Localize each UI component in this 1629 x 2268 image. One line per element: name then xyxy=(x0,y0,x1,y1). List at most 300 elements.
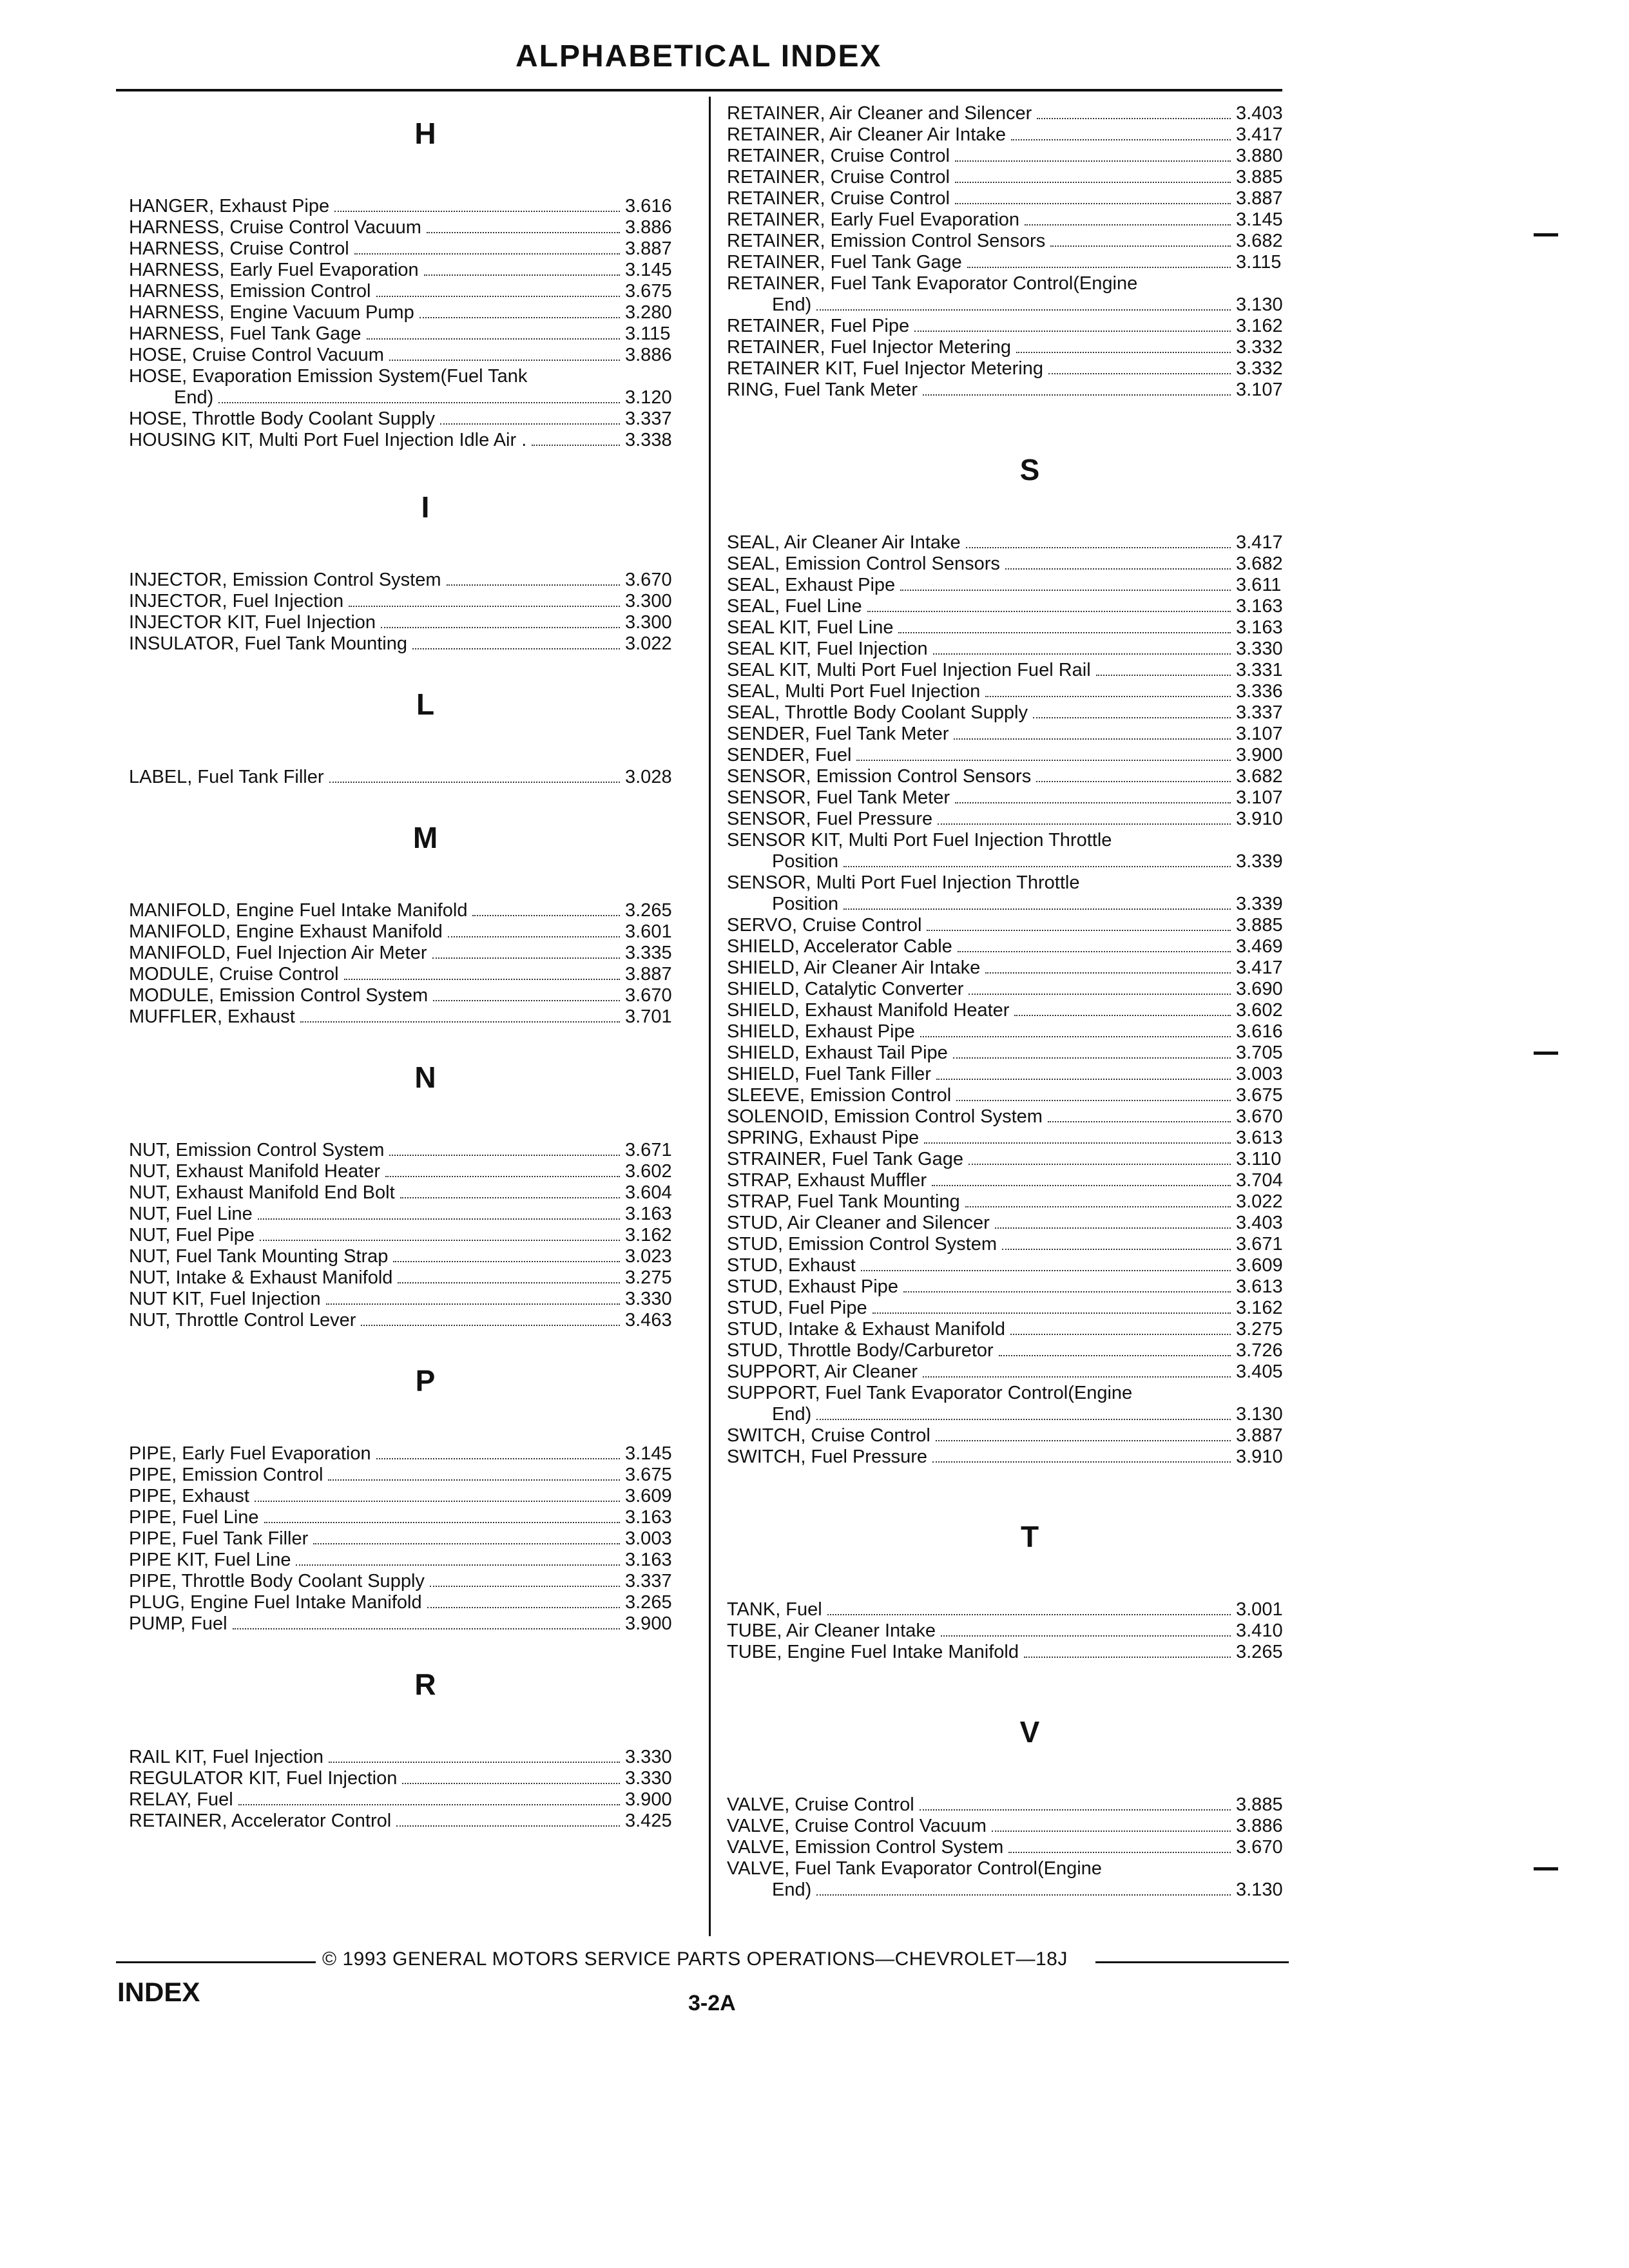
entry-page: 3.022 xyxy=(1236,1191,1283,1212)
dot-leader xyxy=(985,972,1231,974)
index-entry xyxy=(727,358,1307,380)
dot-leader xyxy=(1008,1851,1231,1853)
entry-list xyxy=(129,767,696,788)
entry-name: HOSE, Cruise Control Vacuum xyxy=(129,345,384,365)
entry-name: MANIFOLD, Engine Fuel Intake Manifold xyxy=(129,900,468,921)
entry-name: RETAINER KIT, Fuel Injector Metering xyxy=(727,358,1044,379)
index-entry xyxy=(727,209,1307,231)
dot-leader xyxy=(433,999,620,1001)
entry-name: PIPE, Throttle Body Coolant Supply xyxy=(129,1571,425,1591)
dot-leader xyxy=(300,1021,620,1023)
dot-leader xyxy=(923,1376,1231,1378)
entry-page: 3.130 xyxy=(1236,1879,1283,1900)
section-letter: H xyxy=(414,117,436,150)
index-entry xyxy=(129,1161,696,1182)
entry-name: SHIELD, Exhaust Pipe xyxy=(727,1021,915,1042)
entry-page: 3.022 xyxy=(625,633,672,654)
index-entry xyxy=(727,1446,1307,1468)
entry-list xyxy=(129,900,696,1028)
footer-rule-right xyxy=(1095,1961,1289,1963)
index-entry xyxy=(727,231,1307,252)
index-entry xyxy=(129,430,696,451)
index-entry xyxy=(727,1837,1307,1858)
entry-name: LABEL, Fuel Tank Filler xyxy=(129,767,324,787)
index-entry xyxy=(727,1000,1307,1021)
index-section xyxy=(129,1060,696,1331)
entry-page: 3.163 xyxy=(1236,617,1283,638)
entry-name: RETAINER, Emission Control Sensors xyxy=(727,231,1046,251)
dot-leader xyxy=(941,1635,1231,1637)
entry-page: 3.675 xyxy=(1236,1085,1283,1106)
entry-name-continued: End) xyxy=(772,1879,812,1900)
entry-name-continued: Position xyxy=(772,851,839,872)
entry-name: SHIELD, Fuel Tank Filler xyxy=(727,1064,931,1084)
dot-leader xyxy=(861,1269,1231,1271)
index-section xyxy=(727,452,1307,1468)
entry-list xyxy=(727,1599,1307,1663)
dot-leader xyxy=(447,584,620,586)
entry-page: 3.670 xyxy=(1236,1837,1283,1858)
entry-name: TUBE, Air Cleaner Intake xyxy=(727,1620,936,1641)
index-entry xyxy=(129,1507,696,1528)
entry-page: 3.670 xyxy=(625,570,672,590)
dot-leader xyxy=(954,738,1231,740)
dot-leader xyxy=(985,695,1231,697)
entry-name: NUT, Fuel Pipe xyxy=(129,1225,255,1245)
entry-page: 3.403 xyxy=(1236,103,1283,124)
entry-name: HARNESS, Cruise Control Vacuum xyxy=(129,217,421,238)
index-section xyxy=(727,1519,1307,1663)
dot-leader xyxy=(260,1239,620,1241)
dot-leader xyxy=(955,802,1231,803)
entry-page: 3.145 xyxy=(625,260,672,280)
index-entry xyxy=(727,1191,1307,1213)
entry-name: SOLENOID, Emission Control System xyxy=(727,1106,1043,1127)
entry-page: 3.613 xyxy=(1236,1276,1283,1297)
index-entry xyxy=(727,1085,1307,1106)
entry-page: 3.887 xyxy=(1236,1425,1283,1446)
entry-name: PIPE, Emission Control xyxy=(129,1465,323,1485)
index-entry xyxy=(727,188,1307,209)
entry-name: SEAL, Emission Control Sensors xyxy=(727,553,1000,574)
entry-name: MODULE, Cruise Control xyxy=(129,964,339,985)
entry-name: SENSOR, Fuel Tank Meter xyxy=(727,787,950,808)
section-letter: N xyxy=(414,1061,436,1094)
entry-page: 3.886 xyxy=(625,345,672,365)
entry-page: 3.675 xyxy=(625,1465,672,1485)
entry-name: HARNESS, Engine Vacuum Pump xyxy=(129,302,414,323)
dot-leader xyxy=(344,978,620,980)
dot-leader xyxy=(376,1457,620,1459)
entry-list xyxy=(129,1747,696,1832)
index-entry xyxy=(727,273,1307,316)
index-entry xyxy=(129,570,696,591)
dot-leader xyxy=(427,231,620,233)
entry-name: NUT, Exhaust Manifold Heater xyxy=(129,1161,381,1182)
entry-page: 3.145 xyxy=(625,1443,672,1464)
entry-page: 3.682 xyxy=(1236,231,1283,251)
entry-name: RELAY, Fuel xyxy=(129,1789,233,1810)
index-entry xyxy=(727,167,1307,188)
dot-leader xyxy=(955,202,1231,204)
dot-leader xyxy=(1050,245,1231,247)
entry-page: 3.265 xyxy=(1236,1642,1283,1662)
entry-page: 3.425 xyxy=(625,1811,672,1831)
index-entry xyxy=(727,617,1307,639)
entry-name: RETAINER, Fuel Tank Evaporator Control(Engine xyxy=(727,273,1138,294)
index-entry xyxy=(727,1064,1307,1085)
index-section xyxy=(727,1715,1307,1901)
index-entry xyxy=(129,1225,696,1246)
entry-name: TANK, Fuel xyxy=(727,1599,822,1620)
entry-page: 3.704 xyxy=(1236,1170,1283,1191)
entry-page: 3.671 xyxy=(1236,1234,1283,1254)
dot-leader xyxy=(843,908,1231,910)
entry-name: PIPE, Exhaust xyxy=(129,1486,249,1506)
index-section xyxy=(129,1363,696,1635)
dot-leader xyxy=(255,1500,620,1502)
index-entry xyxy=(129,1310,696,1331)
dot-leader xyxy=(389,1154,620,1156)
dot-leader xyxy=(966,546,1231,548)
entry-page: 3.602 xyxy=(1236,1000,1283,1021)
entry-page: 3.900 xyxy=(1236,745,1283,765)
entry-page: 3.885 xyxy=(1236,1794,1283,1815)
index-entry xyxy=(129,1006,696,1028)
entry-name: SEAL KIT, Fuel Line xyxy=(727,617,894,638)
entry-page: 3.162 xyxy=(1236,316,1283,336)
index-entry xyxy=(129,964,696,985)
entry-page: 3.330 xyxy=(625,1289,672,1309)
index-entry xyxy=(727,1213,1307,1234)
index-entry xyxy=(129,1550,696,1571)
index-entry xyxy=(129,1747,696,1768)
entry-page: 3.900 xyxy=(625,1613,672,1634)
index-entry xyxy=(129,1182,696,1204)
entry-page: 3.417 xyxy=(1236,957,1283,978)
dot-leader xyxy=(430,1585,620,1587)
entry-page: 3.417 xyxy=(1236,124,1283,145)
entry-name: VALVE, Emission Control System xyxy=(727,1837,1004,1858)
entry-name: SENSOR, Multi Port Fuel Injection Throttle xyxy=(727,872,1080,893)
entry-name: REGULATOR KIT, Fuel Injection xyxy=(129,1768,398,1789)
entry-name: SPRING, Exhaust Pipe xyxy=(727,1128,920,1148)
index-entry xyxy=(727,787,1307,809)
entry-name: HOUSING KIT, Multi Port Fuel Injection Idle Air . xyxy=(129,430,527,450)
entry-page: 3.130 xyxy=(1236,294,1283,315)
index-entry xyxy=(727,1620,1307,1642)
entry-page: 3.885 xyxy=(1236,915,1283,936)
dot-leader xyxy=(398,1282,620,1283)
index-entry xyxy=(727,809,1307,830)
index-entry xyxy=(727,553,1307,575)
index-entry xyxy=(727,1425,1307,1446)
margin-tick-mark xyxy=(1534,233,1558,236)
index-entry xyxy=(129,366,696,408)
entry-name: MODULE, Emission Control System xyxy=(129,985,429,1006)
dot-leader xyxy=(419,316,620,318)
dot-leader xyxy=(1014,1014,1231,1016)
index-entry xyxy=(727,830,1307,872)
entry-name: HOSE, Evaporation Emission System(Fuel Tank xyxy=(129,366,528,387)
dot-leader xyxy=(326,1303,620,1305)
entry-name-continued: End) xyxy=(772,294,812,315)
index-section xyxy=(129,820,696,1028)
dot-leader xyxy=(381,626,620,628)
entry-name: STUD, Emission Control System xyxy=(727,1234,997,1254)
index-entry xyxy=(129,1528,696,1550)
dot-leader xyxy=(914,330,1231,332)
dot-leader xyxy=(1033,716,1231,718)
entry-name: MUFFLER, Exhaust xyxy=(129,1006,295,1027)
dot-leader xyxy=(872,1312,1231,1314)
dot-leader xyxy=(432,957,620,959)
entry-page: 3.601 xyxy=(625,921,672,942)
dot-leader xyxy=(233,1628,620,1629)
entry-page: 3.107 xyxy=(1236,380,1283,400)
dot-leader xyxy=(967,266,1231,268)
dot-leader xyxy=(992,1830,1231,1832)
dot-leader xyxy=(816,1894,1231,1896)
index-entry xyxy=(129,1486,696,1507)
entry-name: HARNESS, Emission Control xyxy=(129,281,371,302)
entry-name: VALVE, Cruise Control Vacuum xyxy=(727,1816,987,1836)
entry-page: 3.275 xyxy=(625,1267,672,1288)
index-entry xyxy=(727,745,1307,766)
dot-leader xyxy=(955,181,1231,183)
section-letter: M xyxy=(412,821,438,854)
title-rule xyxy=(116,89,1282,91)
index-entry xyxy=(727,252,1307,273)
dot-leader xyxy=(532,444,620,446)
entry-page: 3.265 xyxy=(625,900,672,921)
entry-page: 3.900 xyxy=(625,1789,672,1810)
entry-name: SWITCH, Fuel Pressure xyxy=(727,1446,927,1467)
index-entry xyxy=(727,575,1307,596)
dot-leader xyxy=(938,823,1231,825)
entry-name: INJECTOR, Fuel Injection xyxy=(129,591,344,611)
index-entry xyxy=(129,217,696,238)
dot-leader xyxy=(334,210,620,212)
index-entry xyxy=(129,1811,696,1832)
entry-name: RAIL KIT, Fuel Injection xyxy=(129,1747,323,1767)
index-entry xyxy=(129,1768,696,1789)
dot-leader xyxy=(349,605,620,607)
entry-name: STRAP, Exhaust Muffler xyxy=(727,1170,927,1191)
entry-page: 3.616 xyxy=(1236,1021,1283,1042)
index-entry xyxy=(727,1298,1307,1319)
entry-name: PLUG, Engine Fuel Intake Manifold xyxy=(129,1592,422,1613)
index-entry xyxy=(129,767,696,788)
index-entry xyxy=(129,323,696,345)
entry-name: PIPE KIT, Fuel Line xyxy=(129,1550,291,1570)
dot-leader xyxy=(923,394,1231,396)
dot-leader xyxy=(218,401,620,403)
margin-tick-mark xyxy=(1534,1052,1558,1055)
index-entry xyxy=(727,1234,1307,1255)
entry-page: 3.417 xyxy=(1236,532,1283,553)
entry-page: 3.887 xyxy=(625,238,672,259)
entry-page: 3.163 xyxy=(1236,596,1283,617)
entry-name: NUT, Exhaust Manifold End Bolt xyxy=(129,1182,395,1203)
dot-leader xyxy=(1016,351,1231,353)
entry-list xyxy=(727,1794,1307,1901)
dot-leader xyxy=(903,1291,1231,1293)
entry-page: 3.115 xyxy=(1236,252,1282,273)
entry-page: 3.130 xyxy=(1236,1404,1283,1425)
dot-leader xyxy=(402,1782,620,1784)
entry-page: 3.107 xyxy=(1236,724,1283,744)
entry-name: HANGER, Exhaust Pipe xyxy=(129,196,330,216)
index-entry xyxy=(727,1816,1307,1837)
entry-name: SENDER, Fuel Tank Meter xyxy=(727,724,949,744)
entry-list xyxy=(129,196,696,451)
entry-page: 3.023 xyxy=(625,1246,672,1267)
dot-leader xyxy=(1010,1333,1231,1335)
entry-name: SENDER, Fuel xyxy=(727,745,852,765)
entry-name: SUPPORT, Fuel Tank Evaporator Control(Engine xyxy=(727,1383,1133,1403)
dot-leader xyxy=(389,359,620,361)
entry-name: RETAINER, Air Cleaner Air Intake xyxy=(727,124,1007,145)
entry-page: 3.726 xyxy=(1236,1340,1283,1361)
dot-leader xyxy=(367,338,620,340)
index-entry xyxy=(727,681,1307,702)
entry-list xyxy=(727,103,1307,401)
index-entry xyxy=(129,281,696,302)
entry-page: 3.338 xyxy=(625,430,672,450)
entry-name: SENSOR KIT, Multi Port Fuel Injection Throttle xyxy=(727,830,1112,850)
index-entry xyxy=(727,915,1307,936)
index-entry xyxy=(727,532,1307,553)
entry-page: 3.335 xyxy=(625,943,672,963)
dot-leader xyxy=(995,1227,1231,1229)
entry-name: STRAINER, Fuel Tank Gage xyxy=(727,1149,963,1169)
index-entry xyxy=(129,921,696,943)
entry-page: 3.265 xyxy=(625,1592,672,1613)
dot-leader xyxy=(1037,117,1231,119)
index-entry xyxy=(727,1361,1307,1383)
entry-name: NUT, Intake & Exhaust Manifold xyxy=(129,1267,393,1288)
dot-leader xyxy=(400,1196,620,1198)
dot-leader xyxy=(969,1163,1231,1165)
entry-name: PIPE, Fuel Tank Filler xyxy=(129,1528,309,1549)
entry-name-continued: Position xyxy=(772,894,839,914)
index-entry xyxy=(129,1289,696,1310)
section-letter: P xyxy=(415,1364,436,1398)
index-entry xyxy=(727,1642,1307,1663)
section-letter: T xyxy=(1020,1520,1039,1553)
index-entry xyxy=(129,1465,696,1486)
entry-page: 3.410 xyxy=(1236,1620,1283,1641)
index-entry xyxy=(727,660,1307,681)
index-entry xyxy=(727,1794,1307,1816)
entry-name: RETAINER, Cruise Control xyxy=(727,167,950,187)
entry-name: PUMP, Fuel xyxy=(129,1613,227,1634)
entry-name: VALVE, Fuel Tank Evaporator Control(Engine xyxy=(727,1858,1102,1879)
dot-leader xyxy=(1002,1248,1231,1250)
entry-page: 3.115 xyxy=(625,323,671,344)
right-column xyxy=(727,103,1307,1901)
entry-page: 3.611 xyxy=(1236,575,1282,595)
entry-page: 3.613 xyxy=(1236,1128,1283,1148)
index-entry xyxy=(727,957,1307,979)
dot-leader xyxy=(958,950,1231,952)
entry-page: 3.337 xyxy=(1236,702,1283,723)
entry-name: SLEEVE, Emission Control xyxy=(727,1085,952,1106)
entry-page: 3.616 xyxy=(625,196,672,216)
dot-leader xyxy=(956,1099,1231,1101)
dot-leader xyxy=(412,648,620,649)
entry-page: 3.675 xyxy=(625,281,672,302)
footer-label: INDEX xyxy=(117,1977,200,2007)
dot-leader xyxy=(816,309,1231,311)
dot-leader xyxy=(953,1057,1231,1059)
index-section xyxy=(129,116,696,451)
entry-page: 3.120 xyxy=(625,387,672,408)
index-entry xyxy=(129,1613,696,1635)
entry-page: 3.110 xyxy=(1236,1149,1282,1169)
dot-leader xyxy=(1048,372,1231,374)
entry-page: 3.886 xyxy=(1236,1816,1283,1836)
index-entry xyxy=(727,1106,1307,1128)
entry-list xyxy=(727,532,1307,1468)
index-entry xyxy=(129,1571,696,1592)
dot-leader xyxy=(936,1439,1231,1441)
dot-leader xyxy=(1005,568,1231,570)
entry-page: 3.469 xyxy=(1236,936,1283,957)
section-letter: S xyxy=(1019,453,1040,486)
entry-page: 3.001 xyxy=(1236,1599,1283,1620)
index-entry xyxy=(727,1858,1307,1901)
entry-page: 3.880 xyxy=(1236,146,1283,166)
entry-page: 3.107 xyxy=(1236,787,1283,808)
entry-name: SEAL, Air Cleaner Air Intake xyxy=(727,532,961,553)
index-section xyxy=(129,490,696,655)
entry-page: 3.028 xyxy=(625,767,672,787)
page-title: ALPHABETICAL INDEX xyxy=(516,39,882,73)
entry-name: HOSE, Throttle Body Coolant Supply xyxy=(129,408,435,429)
dot-leader xyxy=(933,653,1231,655)
entry-name: RETAINER, Early Fuel Evaporation xyxy=(727,209,1019,230)
index-entry xyxy=(129,408,696,430)
index-entry xyxy=(727,124,1307,146)
entry-page: 3.003 xyxy=(1236,1064,1283,1084)
entry-name: INJECTOR, Emission Control System xyxy=(129,570,441,590)
entry-name: SEAL KIT, Multi Port Fuel Injection Fuel Rail xyxy=(727,660,1091,680)
entry-name: NUT, Throttle Control Lever xyxy=(129,1310,356,1331)
index-entry xyxy=(727,1170,1307,1191)
index-entry xyxy=(727,337,1307,358)
entry-name: INJECTOR KIT, Fuel Injection xyxy=(129,612,376,633)
index-entry xyxy=(727,1255,1307,1276)
index-entry xyxy=(129,985,696,1006)
entry-page: 3.300 xyxy=(625,591,672,611)
entry-page: 3.609 xyxy=(625,1486,672,1506)
dot-leader xyxy=(900,589,1231,591)
index-entry xyxy=(129,591,696,612)
index-entry xyxy=(129,1140,696,1161)
page-number: 3-2A xyxy=(688,1991,736,2015)
entry-name: STRAP, Fuel Tank Mounting xyxy=(727,1191,960,1212)
dot-leader xyxy=(440,423,620,425)
dot-leader xyxy=(867,610,1231,612)
entry-name: SWITCH, Cruise Control xyxy=(727,1425,930,1446)
entry-list xyxy=(129,1443,696,1635)
entry-name: PIPE, Early Fuel Evaporation xyxy=(129,1443,371,1464)
index-entry xyxy=(129,1204,696,1225)
entry-page: 3.332 xyxy=(1236,337,1283,358)
entry-page: 3.330 xyxy=(625,1747,672,1767)
